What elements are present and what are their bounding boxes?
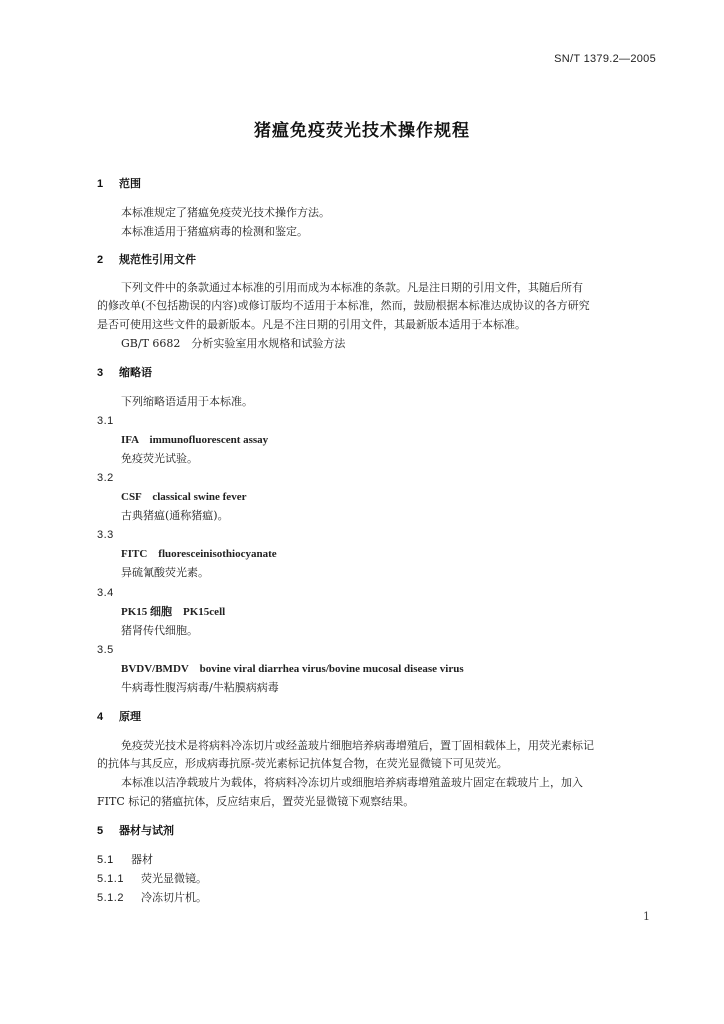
term: PK15 细胞 PK15cell (121, 606, 226, 618)
section-number: 3 (97, 367, 104, 379)
paragraph-line: 本标准以洁净载玻片为载体，将病料冷冻切片或细胞培养病毒增殖盖玻片固定在载玻片上，加入 (121, 776, 583, 789)
section-2-heading (97, 253, 196, 267)
section-title: 范围 (119, 177, 141, 190)
term: FITC fluoresceinisothiocyanate (121, 548, 277, 560)
section-4-heading (97, 710, 141, 724)
section-title: 规范性引用文件 (119, 253, 196, 266)
paragraph-line: 是否可使用这些文件的最新版本。凡是不注日期的引用文件，其最新版本适用于本标准。 (97, 318, 526, 331)
clause-text: 荧光显微镜。 (141, 872, 207, 885)
normative-reference: GB/T 6682 分析实验室用水规格和试验方法 (121, 337, 346, 350)
section-number: 5 (97, 825, 104, 837)
clause-number: 3.4 (97, 587, 114, 599)
page-number: 1 (643, 910, 650, 923)
section-title: 器材与试剂 (119, 824, 174, 837)
section-number: 1 (97, 178, 104, 190)
section-1-heading (97, 177, 141, 191)
definition: 古典猪瘟(通称猪瘟)。 (121, 509, 229, 522)
paragraph-line: 下列文件中的条款通过本标准的引用而成为本标准的条款。凡是注日期的引用文件，其随后所有 (121, 281, 583, 294)
term: BVDV/BMDV bovine viral diarrhea virus/bovine mucosal disease virus (121, 663, 464, 675)
paragraph-line: 的修改单(不包括勘误的内容)或修订版均不适用于本标准，然而，鼓励根据本标准达成协议的各方研究 (97, 299, 590, 312)
clause (97, 872, 207, 886)
clause-number: 5.1.1 (97, 873, 124, 885)
paragraph: 下列缩略语适用于本标准。 (121, 395, 253, 408)
subsection-number: 5.1 (97, 854, 114, 866)
clause-number: 3.1 (97, 415, 114, 427)
standard-code: SN/T 1379.2—2005 (554, 53, 656, 65)
section-5-heading (97, 824, 174, 838)
definition: 牛病毒性腹泻病毒/牛粘膜病病毒 (121, 681, 279, 694)
clause-text: 冷冻切片机。 (141, 891, 207, 904)
paragraph-line: 免疫荧光技术是将病料冷冻切片或经盖玻片细胞培养病毒增殖后，置丁固相载体上，用荧光素标记 (121, 739, 594, 752)
clause-number: 3.3 (97, 529, 114, 541)
term: IFA immunofluorescent assay (121, 434, 269, 446)
clause-number: 3.2 (97, 472, 114, 484)
section-number: 2 (97, 254, 104, 266)
paragraph-line: 的抗体与其反应，形成病毒抗原-荧光素标记抗体复合物，在荧光显微镜下可见荧光。 (97, 757, 508, 770)
section-title: 缩略语 (119, 366, 152, 379)
section-3-heading (97, 366, 152, 380)
section-title: 原理 (119, 710, 141, 723)
subsection-5-1-heading (97, 853, 153, 867)
paragraph-line: FITC 标记的猪瘟抗体，反应结束后，置荧光显微镜下观察结果。 (97, 795, 415, 808)
term: CSF classical swine fever (121, 491, 247, 503)
subsection-title: 器材 (131, 853, 153, 866)
section-number: 4 (97, 711, 104, 723)
clause-number: 5.1.2 (97, 892, 124, 904)
clause (97, 891, 207, 905)
definition: 异硫氰酸荧光素。 (121, 566, 209, 579)
document-title: 猪瘟免疫荧光技术操作规程 (254, 121, 470, 141)
definition: 猪肾传代细胞。 (121, 624, 198, 637)
paragraph: 本标准规定了猪瘟免疫荧光技术操作方法。 (121, 206, 330, 219)
paragraph: 本标准适用于猪瘟病毒的检测和鉴定。 (121, 225, 308, 238)
definition: 免疫荧光试验。 (121, 452, 198, 465)
clause-number: 3.5 (97, 644, 114, 656)
